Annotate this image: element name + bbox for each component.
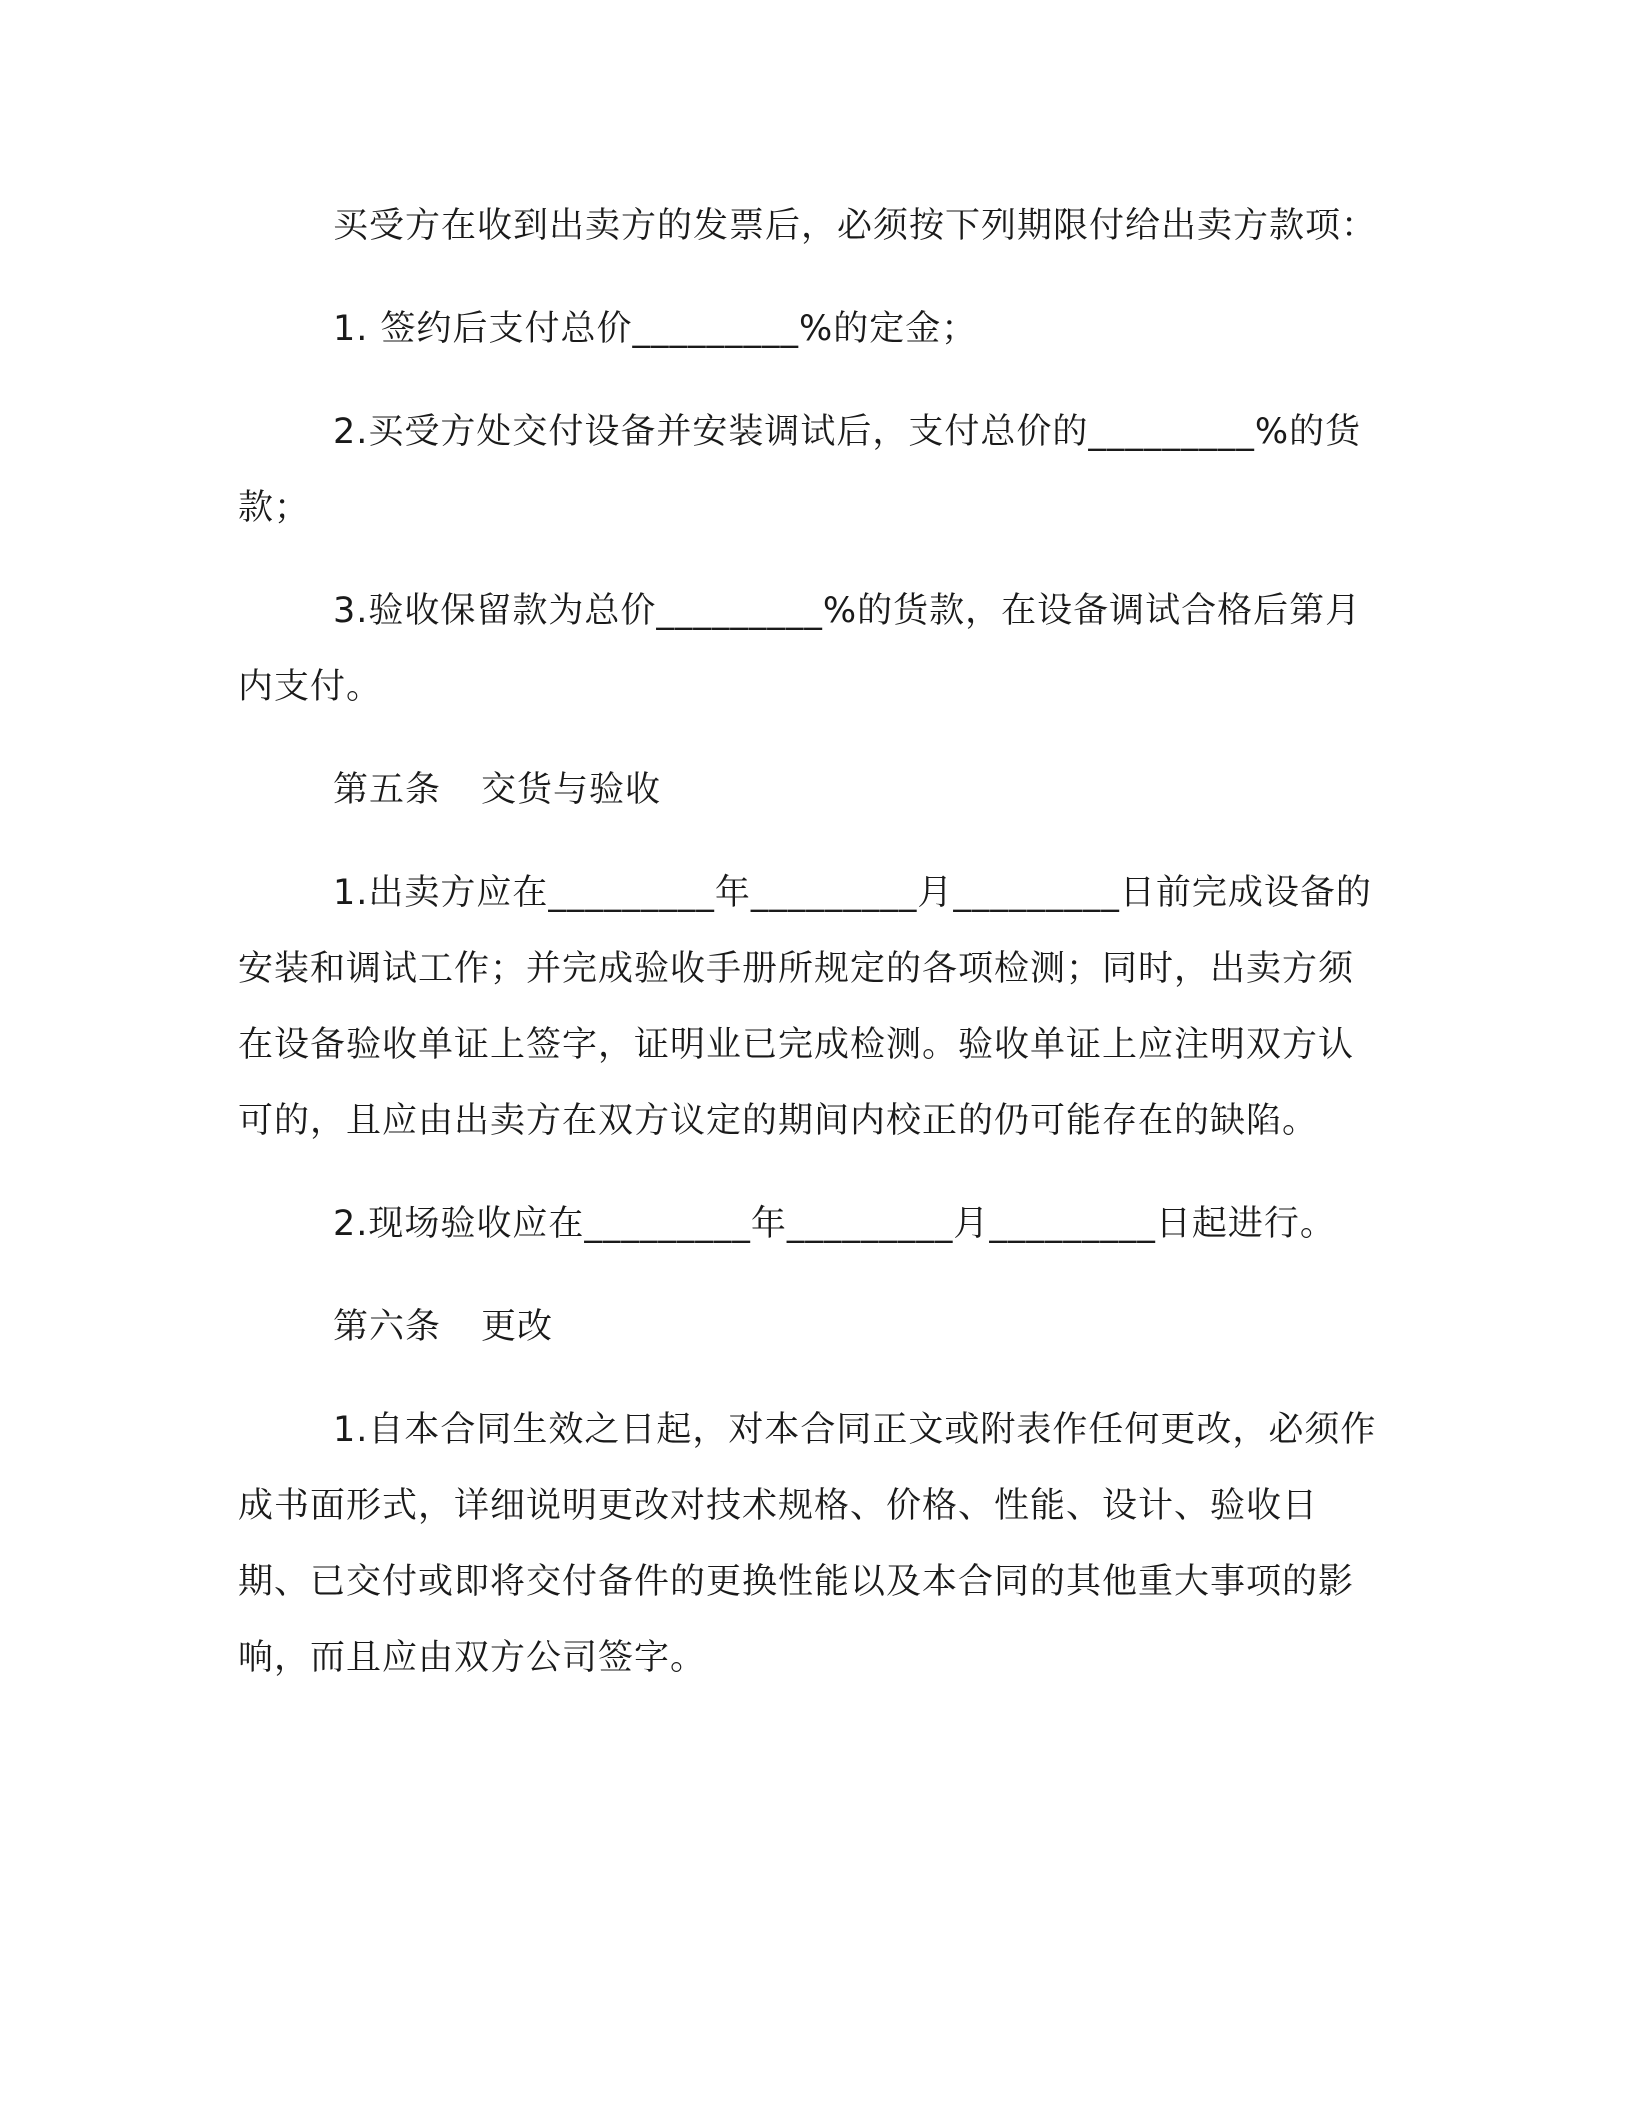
payment-item-deposit: 1. 签约后支付总价_________%的定金； [333,309,978,349]
article-5-item-2: 2.现场验收应在_________年_________月_________日起进行。 [333,1204,1336,1244]
article-6-item-1: 1.自本合同生效之日起，对本合同正文或附表作任何更改，必须作成书面形式，详细说明更改对技术规格、价格、性能、设计、验收日期、已交付或即将交付备件的更换性能以及本合同的其他重大事项的影响，而且应由双方公司签字。 [238,1410,1377,1678]
payment-intro: 买受方在收到出卖方的发票后，必须按下列期限付给出卖方款项： [333,206,1378,246]
article-5-number: 第五条 [333,770,442,810]
article-5-heading [238,752,1388,828]
payment-item-delivery: 2.买受方处交付设备并安装调试后，支付总价的_________%的货款； [238,412,1362,528]
article-6-heading [238,1289,1388,1365]
article-5-title: 交货与验收 [481,770,662,810]
article-5-item-1: 1.出卖方应在_________年_________月_________日前完成设备的安装和调试工作；并完成验收手册所规定的各项检测；同时，出卖方须在设备验收单证上签字，证明业已完成检测。验收单证上应注明双方认可的，且应由出卖方在双方议定的期间内校正的仍可能存在的缺陷。 [238,873,1372,1141]
payment-item-retention: 3.验收保留款为总价_________%的货款，在设备调试合格后第月内支付。 [238,591,1362,707]
article-6-number: 第六条 [333,1307,442,1347]
article-6-title: 更改 [481,1307,554,1347]
document-body [238,188,1388,1723]
